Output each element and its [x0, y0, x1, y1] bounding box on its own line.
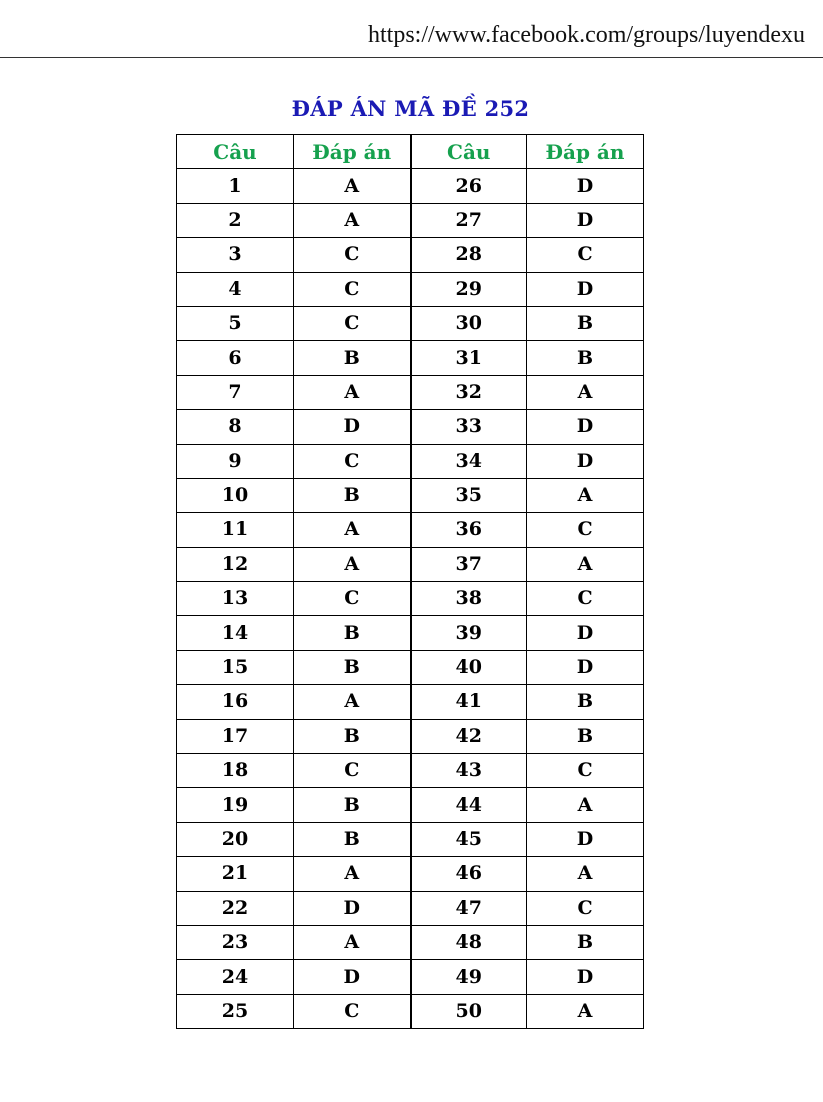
answer-cell: A	[527, 994, 644, 1028]
table-row	[177, 925, 644, 959]
question-number-cell: 32	[411, 375, 527, 409]
question-number-cell: 26	[411, 169, 527, 203]
question-number-cell: 2	[177, 203, 294, 237]
answer-cell: D	[527, 203, 644, 237]
question-number-cell: 36	[411, 513, 527, 547]
answer-cell: D	[527, 410, 644, 444]
table-row	[177, 822, 644, 856]
answer-cell: B	[527, 341, 644, 375]
table-row	[177, 478, 644, 512]
table-row	[177, 994, 644, 1028]
answer-cell: C	[294, 444, 411, 478]
question-number-cell: 22	[177, 891, 294, 925]
question-number-cell: 41	[411, 685, 527, 719]
table-row	[177, 788, 644, 822]
question-number-cell: 29	[411, 272, 527, 306]
answer-cell: C	[527, 582, 644, 616]
answer-cell: A	[527, 375, 644, 409]
table-row	[177, 960, 644, 994]
table-header-row	[177, 135, 644, 169]
question-number-cell: 4	[177, 272, 294, 306]
question-number-cell: 39	[411, 616, 527, 650]
table-row	[177, 891, 644, 925]
answer-cell: D	[527, 650, 644, 684]
answer-cell: B	[294, 719, 411, 753]
answer-cell: A	[294, 169, 411, 203]
page-title: ĐÁP ÁN MÃ ĐỀ 252	[291, 96, 530, 121]
table-row	[177, 719, 644, 753]
question-number-cell: 11	[177, 513, 294, 547]
table-row	[177, 444, 644, 478]
page-title-wrap	[0, 96, 823, 121]
question-number-cell: 33	[411, 410, 527, 444]
answer-table-body	[177, 169, 644, 1029]
answer-cell: B	[294, 822, 411, 856]
question-number-cell: 5	[177, 306, 294, 340]
answer-key-table	[176, 134, 644, 1029]
answer-cell: C	[527, 238, 644, 272]
answer-cell: B	[294, 478, 411, 512]
question-number-cell: 38	[411, 582, 527, 616]
table-row	[177, 754, 644, 788]
header-question-1: Câu	[177, 135, 294, 169]
table-row	[177, 685, 644, 719]
answer-cell: D	[527, 822, 644, 856]
answer-cell: C	[294, 272, 411, 306]
answer-cell: D	[527, 272, 644, 306]
question-number-cell: 50	[411, 994, 527, 1028]
question-number-cell: 43	[411, 754, 527, 788]
question-number-cell: 1	[177, 169, 294, 203]
answer-cell: A	[294, 685, 411, 719]
question-number-cell: 35	[411, 478, 527, 512]
question-number-cell: 44	[411, 788, 527, 822]
table-row	[177, 410, 644, 444]
table-row	[177, 203, 644, 237]
table-row	[177, 616, 644, 650]
answer-cell: B	[294, 616, 411, 650]
question-number-cell: 24	[177, 960, 294, 994]
answer-cell: D	[294, 410, 411, 444]
answer-cell: A	[527, 478, 644, 512]
table-row	[177, 375, 644, 409]
answer-cell: D	[527, 444, 644, 478]
answer-cell: B	[294, 788, 411, 822]
question-number-cell: 27	[411, 203, 527, 237]
question-number-cell: 23	[177, 925, 294, 959]
answer-cell: D	[527, 616, 644, 650]
table-row	[177, 650, 644, 684]
answer-cell: B	[527, 685, 644, 719]
question-number-cell: 47	[411, 891, 527, 925]
answer-cell: A	[294, 925, 411, 959]
question-number-cell: 17	[177, 719, 294, 753]
header-divider	[0, 57, 823, 58]
header-answer-2: Đáp án	[527, 135, 644, 169]
question-number-cell: 37	[411, 547, 527, 581]
answer-cell: B	[294, 650, 411, 684]
table-row	[177, 238, 644, 272]
header-question-2: Câu	[411, 135, 527, 169]
table-row	[177, 857, 644, 891]
answer-cell: A	[294, 857, 411, 891]
answer-cell: C	[527, 513, 644, 547]
question-number-cell: 40	[411, 650, 527, 684]
question-number-cell: 28	[411, 238, 527, 272]
answer-cell: D	[527, 169, 644, 203]
answer-cell: A	[294, 513, 411, 547]
table-row	[177, 513, 644, 547]
answer-cell: A	[294, 547, 411, 581]
question-number-cell: 45	[411, 822, 527, 856]
question-number-cell: 25	[177, 994, 294, 1028]
question-number-cell: 7	[177, 375, 294, 409]
answer-cell: A	[527, 547, 644, 581]
question-number-cell: 30	[411, 306, 527, 340]
question-number-cell: 10	[177, 478, 294, 512]
answer-cell: D	[527, 960, 644, 994]
answer-cell: C	[294, 994, 411, 1028]
header-url: https://www.facebook.com/groups/luyendexu	[368, 22, 806, 48]
answer-cell: B	[527, 925, 644, 959]
answer-cell: A	[294, 203, 411, 237]
answer-cell: D	[294, 891, 411, 925]
header-answer-1: Đáp án	[294, 135, 411, 169]
answer-cell: C	[527, 754, 644, 788]
question-number-cell: 3	[177, 238, 294, 272]
question-number-cell: 20	[177, 822, 294, 856]
answer-cell: D	[294, 960, 411, 994]
question-number-cell: 9	[177, 444, 294, 478]
answer-cell: C	[294, 306, 411, 340]
question-number-cell: 8	[177, 410, 294, 444]
question-number-cell: 14	[177, 616, 294, 650]
answer-cell: B	[294, 341, 411, 375]
question-number-cell: 46	[411, 857, 527, 891]
question-number-cell: 34	[411, 444, 527, 478]
answer-cell: C	[294, 754, 411, 788]
question-number-cell: 42	[411, 719, 527, 753]
answer-cell: B	[527, 719, 644, 753]
question-number-cell: 13	[177, 582, 294, 616]
question-number-cell: 18	[177, 754, 294, 788]
answer-cell: B	[527, 306, 644, 340]
table-row	[177, 582, 644, 616]
answer-cell: A	[527, 857, 644, 891]
question-number-cell: 21	[177, 857, 294, 891]
answer-cell: A	[294, 375, 411, 409]
table-row	[177, 306, 644, 340]
question-number-cell: 6	[177, 341, 294, 375]
table-row	[177, 547, 644, 581]
question-number-cell: 31	[411, 341, 527, 375]
question-number-cell: 48	[411, 925, 527, 959]
question-number-cell: 15	[177, 650, 294, 684]
question-number-cell: 12	[177, 547, 294, 581]
table-row	[177, 272, 644, 306]
question-number-cell: 16	[177, 685, 294, 719]
answer-cell: A	[527, 788, 644, 822]
table-row	[177, 341, 644, 375]
answer-cell: C	[294, 238, 411, 272]
answer-cell: C	[294, 582, 411, 616]
question-number-cell: 49	[411, 960, 527, 994]
answer-cell: C	[527, 891, 644, 925]
question-number-cell: 19	[177, 788, 294, 822]
table-row	[177, 169, 644, 203]
